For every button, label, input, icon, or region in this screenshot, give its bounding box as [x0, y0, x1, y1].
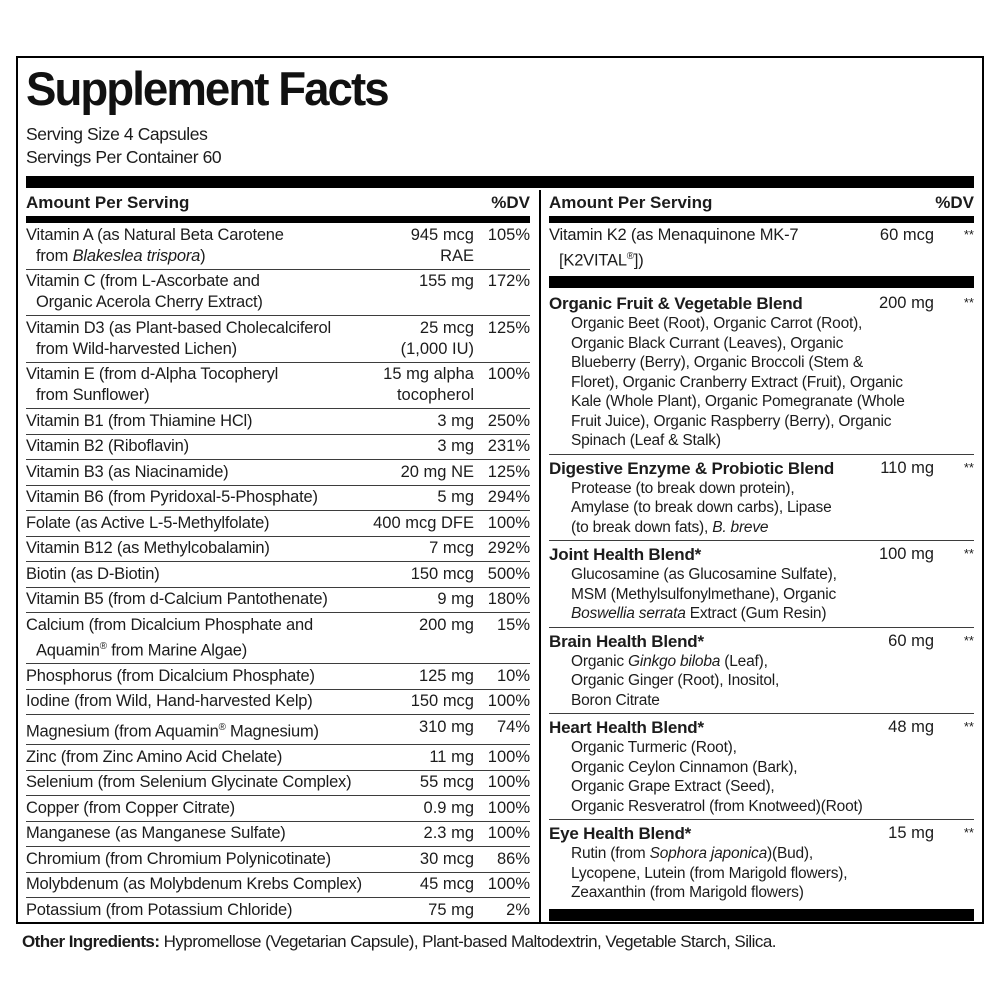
nutrient-name-line: Organic Acerola Cherry Extract): [36, 293, 263, 311]
nutrient-name-line: [K2VITAL®]): [559, 250, 644, 269]
amount-line: RAE: [440, 246, 474, 265]
nutrient-amount: [375, 364, 474, 406]
nutrient-name-line: Vitamin K2 (as Menaquinone MK-7: [549, 225, 799, 244]
nutrient-name-line: Biotin (as D-Biotin): [26, 564, 160, 583]
nutrient-row: [26, 269, 530, 316]
nutrient-dv: 172%: [487, 272, 530, 290]
blend-ingredient-line: Spinach (Leaf & Stalk): [571, 432, 721, 449]
nutrient-dv: 100%: [487, 875, 530, 893]
nutrient-name-line: Vitamin B1 (from Thiamine HCl): [26, 411, 253, 430]
right-column-header: [549, 190, 974, 216]
blend-ingredient-line: Organic Beet (Root), Organic Carrot (Root),: [571, 315, 863, 332]
amount-line: 75 mg: [428, 900, 474, 919]
blend-amount: 100 mg: [878, 545, 934, 563]
blend-header: [549, 458, 974, 479]
amount-line: 7 mcg: [429, 539, 474, 557]
blend-dv: **: [963, 632, 974, 648]
nutrient-name: [26, 691, 403, 712]
nutrient-name-line: from Wild-harvested Lichen): [36, 339, 237, 358]
nutrient-dv: 231%: [487, 437, 530, 455]
nutrient-dv: 125%: [487, 462, 530, 481]
blend-section: [549, 713, 974, 819]
latin-name: Sophora japonica: [649, 845, 768, 862]
amount-per-serving-label: Amount Per Serving: [549, 193, 713, 212]
blend-name: Joint Health Blend*: [549, 545, 702, 564]
serving-info: [26, 123, 974, 169]
registered-mark: ®: [626, 250, 634, 262]
nutrient-dv: 250%: [487, 411, 530, 430]
blend-ingredient-line: (to break down fats), B. breve: [571, 518, 769, 536]
nutrient-amount: [411, 666, 474, 687]
nutrient-name: [26, 364, 375, 406]
nutrient-name: [26, 513, 365, 534]
nutrient-dv: 100%: [487, 692, 530, 710]
nutrient-name: [26, 772, 412, 793]
nutrient-dv: 10%: [496, 666, 530, 685]
nutrient-row: [26, 612, 530, 663]
nutrient-name-line: Phosphorus (from Dicalcium Phosphate): [26, 666, 315, 685]
blend-amount: 48 mg: [888, 718, 934, 736]
blend-dv: **: [963, 825, 974, 840]
nutrient-row: [26, 872, 530, 898]
serving-size: Serving Size 4 Capsules: [26, 124, 208, 144]
nutrient-dv: 100%: [487, 798, 530, 817]
nutrient-amount: [411, 615, 474, 636]
nutrient-row: [26, 408, 530, 434]
blend-section: [549, 290, 974, 454]
blend-ingredients: [571, 652, 974, 711]
nutrient-row: [26, 744, 530, 770]
nutrient-amount: [429, 411, 474, 432]
nutrient-name-line: Aquamin® from Marine Algae): [36, 640, 247, 659]
latin-name: B. breve: [712, 518, 769, 536]
amount-line: 5 mg: [437, 488, 474, 506]
blend-name: Organic Fruit & Vegetable Blend: [549, 294, 803, 313]
blend-amount: 15 mg: [888, 824, 934, 842]
nutrient-dv: 294%: [487, 488, 530, 506]
nutrient-name-line: Chromium (from Chromium Polynicotinate): [26, 849, 331, 868]
nutrient-name-line: Molybdenum (as Molybdenum Krebs Complex): [26, 875, 362, 893]
nutrient-row: [26, 510, 530, 536]
latin-name: Boswellia serrata: [571, 605, 686, 622]
amount-line: 60 mcg: [879, 225, 934, 244]
blend-section: [549, 819, 974, 906]
nutrient-row: [26, 714, 530, 744]
nutrient-name-line: Vitamin C (from L-Ascorbate and: [26, 272, 260, 290]
amount-line: 3 mg: [437, 411, 474, 430]
amount-line: 30 mcg: [419, 849, 474, 868]
blend-section-bar: [549, 276, 974, 288]
nutrient-amount: [416, 798, 474, 819]
nutrient-dv: 500%: [487, 564, 530, 583]
nutrient-name: [26, 487, 429, 508]
amount-line: 3 mg: [437, 437, 474, 455]
nutrient-row: [26, 846, 530, 872]
dv-label: %DV: [935, 193, 974, 212]
amount-line: tocopherol: [396, 386, 474, 404]
nutrient-name-line: Zinc (from Zinc Amino Acid Chelate): [26, 747, 283, 766]
nutrient-amount: [412, 849, 474, 870]
amount-line: 150 mcg: [410, 692, 474, 710]
blend-ingredient-line: Floret), Organic Cranberry Extract (Fruit), Organic: [571, 373, 903, 391]
amount-line: 55 mcg: [419, 773, 474, 791]
latin-name: Ginkgo biloba: [627, 652, 721, 670]
supplement-facts-panel: [16, 56, 984, 924]
nutrient-row: [26, 459, 530, 485]
nutrient-name: [26, 225, 403, 267]
nutrient-amount: [420, 900, 474, 921]
amount-line: 310 mg: [418, 717, 474, 736]
nutrient-dv: 100%: [487, 747, 530, 766]
amount-line: 25 mcg: [419, 318, 474, 337]
nutrient-amount: [411, 717, 474, 738]
blend-ingredients: [571, 314, 974, 451]
nutrient-name-line: Vitamin B12 (as Methylcobalamin): [26, 539, 270, 557]
blend-ingredient-line: Organic Ginger (Root), Inositol,: [571, 672, 780, 689]
footnote-bar: [549, 909, 974, 921]
nutrient-name-line: Magnesium (from Aquamin® Magnesium): [26, 721, 319, 740]
nutrient-dv: 100%: [487, 513, 530, 532]
blend-dv: **: [963, 719, 974, 734]
nutrient-name-line: from Blakeslea trispora): [36, 246, 206, 265]
latin-name: Blakeslea trispora: [72, 246, 201, 265]
blend-header: [549, 823, 974, 844]
blend-ingredient-line: Glucosamine (as Glucosamine Sulfate),: [571, 566, 837, 583]
nutrient-row: [26, 536, 530, 562]
amount-line: 150 mcg: [410, 564, 474, 583]
nutrient-dv: 180%: [487, 590, 530, 608]
blend-dv: **: [963, 546, 974, 561]
left-header-bar: [26, 216, 530, 223]
registered-mark: ®: [218, 721, 226, 733]
facts-columns: [26, 190, 974, 924]
nutrient-amount: [421, 538, 474, 559]
amount-line: 9 mg: [437, 590, 474, 608]
nutrient-name-line: Potassium (from Potassium Chloride): [26, 900, 293, 919]
blend-ingredients: [571, 844, 974, 903]
nutrient-amount: [411, 271, 474, 292]
nutrient-dv: 105%: [487, 225, 530, 244]
registered-mark: ®: [99, 640, 107, 652]
nutrient-name: [26, 436, 429, 457]
nutrient-name-line: Vitamin E (from d-Alpha Tocopheryl: [26, 365, 279, 383]
left-column: [26, 190, 539, 924]
nutrient-amount: [872, 225, 934, 246]
nutrient-amount: [429, 436, 474, 457]
nutrient-amount: [365, 513, 474, 534]
nutrient-name: [26, 900, 420, 921]
amount-line: 125 mg: [418, 666, 474, 685]
nutrient-dv: 74%: [496, 717, 530, 736]
blend-header: [549, 544, 974, 565]
blend-dv: **: [963, 459, 974, 475]
nutrient-name: [549, 225, 872, 272]
nutrient-dv: 100%: [487, 365, 530, 383]
nutrient-dv: 86%: [496, 849, 530, 868]
blend-section: [549, 540, 974, 627]
blend-ingredients: [571, 565, 974, 624]
blend-ingredient-line: Boron Citrate: [571, 691, 660, 709]
blend-ingredient-line: Organic Ginkgo biloba (Leaf),: [571, 652, 768, 670]
nutrient-name-line: Vitamin B3 (as Niacinamide): [26, 462, 229, 481]
amount-line: 45 mcg: [419, 875, 474, 893]
nutrient-dv: **: [963, 226, 974, 242]
nutrient-name-line: Copper (from Copper Citrate): [26, 798, 235, 817]
nutrient-name: [26, 538, 421, 559]
blend-ingredients: [571, 738, 974, 816]
nutrient-dv: 125%: [487, 318, 530, 337]
nutrient-name-line: Calcium (from Dicalcium Phosphate and: [26, 615, 313, 634]
nutrient-name: [26, 798, 416, 819]
nutrient-amount: [421, 747, 474, 768]
blend-ingredient-line: Kale (Whole Plant), Organic Pomegranate (Whole: [571, 393, 905, 410]
nutrient-name: [26, 411, 429, 432]
nutrient-name: [26, 747, 421, 768]
nutrient-row: [26, 587, 530, 613]
nutrient-amount: [403, 564, 474, 585]
right-column: [541, 190, 974, 924]
nutrient-name: [26, 849, 412, 870]
dv-footnote: [549, 923, 974, 925]
blend-ingredient-line: Boswellia serrata Extract (Gum Resin): [571, 605, 827, 622]
other-ingredients-label: Other Ingredients:: [22, 932, 160, 951]
blend-ingredient-line: Organic Ceylon Cinnamon (Bark),: [571, 758, 798, 776]
amount-line: 20 mg NE: [400, 462, 474, 481]
top-divider-bar: [26, 176, 974, 188]
blend-ingredient-line: Fruit Juice), Organic Raspberry (Berry), Organic: [571, 412, 892, 430]
left-nutrient-rows: [26, 223, 530, 923]
nutrient-amount: [416, 823, 474, 844]
nutrient-row: [26, 663, 530, 689]
blend-name: Brain Health Blend*: [549, 631, 704, 651]
nutrient-name-line: Vitamin A (as Natural Beta Carotene: [26, 225, 284, 244]
nutrient-name: [26, 823, 416, 844]
blend-header: [549, 717, 974, 738]
nutrient-amount: [412, 772, 474, 793]
nutrient-row: [26, 434, 530, 460]
nutrient-name: [26, 462, 393, 483]
blend-ingredient-line: Organic Resveratrol (from Knotweed)(Root): [571, 797, 863, 815]
nutrient-name-line: Vitamin D3 (as Plant-based Cholecalciferol: [26, 318, 331, 337]
blend-ingredient-line: Protease (to break down protein),: [571, 479, 795, 497]
servings-per-container: Servings Per Container 60: [26, 147, 222, 167]
left-column-header: [26, 190, 530, 216]
nutrient-row: [26, 689, 530, 715]
amount-line: 15 mg alpha: [383, 365, 474, 383]
amount-per-serving-label: Amount Per Serving: [26, 193, 190, 212]
nutrient-row: [26, 821, 530, 847]
blend-section: [549, 454, 974, 541]
blend-ingredient-line: Zeaxanthin (from Marigold flowers): [571, 884, 804, 901]
nutrient-row: [549, 223, 974, 273]
blend-ingredient-line: Organic Grape Extract (Seed),: [571, 778, 775, 795]
footnote-wrap: [549, 906, 974, 925]
nutrient-amount: [393, 318, 474, 360]
blend-header: [549, 631, 974, 652]
blend-ingredients: [571, 479, 974, 538]
amount-line: 200 mg: [418, 615, 474, 634]
right-header-bar: [549, 216, 974, 223]
nutrient-row: [26, 223, 530, 269]
amount-line: (1,000 IU): [400, 339, 474, 358]
blend-section: [549, 627, 974, 714]
nutrient-name: [26, 874, 412, 895]
nutrient-name: [26, 271, 411, 313]
blend-amount: 60 mg: [888, 631, 934, 650]
blend-amount: 110 mg: [880, 458, 934, 477]
nutrient-name-line: Vitamin B6 (from Pyridoxal-5-Phosphate): [26, 488, 318, 506]
other-ingredients: [22, 931, 982, 953]
nutrient-row: [26, 315, 530, 362]
blend-amount: 200 mg: [878, 294, 934, 312]
amount-line: 155 mg: [418, 272, 474, 290]
nutrient-dv: 2%: [506, 900, 530, 919]
blend-header: [549, 293, 974, 314]
blend-list: [549, 290, 974, 906]
blend-ingredient-line: Lycopene, Lutein (from Marigold flowers),: [571, 864, 848, 882]
panel-title: Supplement Facts: [26, 62, 388, 115]
nutrient-row: [26, 770, 530, 796]
nutrient-amount: [403, 691, 474, 712]
nutrient-name-line: Vitamin B2 (Riboflavin): [26, 437, 189, 455]
nutrient-dv: 100%: [487, 773, 530, 791]
nutrient-name-line: Vitamin B5 (from d-Calcium Pantothenate): [26, 590, 328, 608]
nutrient-name: [26, 717, 411, 743]
amount-line: 2.3 mg: [423, 824, 474, 842]
nutrient-amount: [412, 874, 474, 895]
nutrient-name: [26, 589, 429, 610]
nutrient-dv: 292%: [487, 539, 530, 557]
nutrient-name-line: Selenium (from Selenium Glycinate Complex): [26, 773, 352, 791]
blend-ingredient-line: Organic Black Currant (Leaves), Organic: [571, 334, 844, 352]
blend-ingredient-line: Rutin (from Sophora japonica)(Bud),: [571, 845, 813, 862]
amount-line: 0.9 mg: [423, 798, 474, 817]
nutrient-amount: [429, 487, 474, 508]
blend-name: Heart Health Blend*: [549, 718, 704, 737]
nutrient-row: [26, 897, 530, 923]
nutrient-dv: 100%: [487, 824, 530, 842]
nutrient-name: [26, 564, 403, 585]
nutrient-name-line: from Sunflower): [36, 386, 150, 404]
nutrient-amount: [393, 462, 474, 483]
left-bottom-bar: [26, 923, 530, 925]
nutrient-name-line: Iodine (from Wild, Hand-harvested Kelp): [26, 692, 313, 710]
nutrient-name-line: Folate (as Active L-5-Methylfolate): [26, 513, 270, 532]
blend-ingredient-line: Blueberry (Berry), Organic Broccoli (Stem &: [571, 354, 864, 371]
nutrient-row: [26, 362, 530, 409]
other-ingredients-text: Hypromellose (Vegetarian Capsule), Plant-based Maltodextrin, Vegetable Starch, Silica.: [159, 932, 776, 951]
nutrient-name: [26, 666, 411, 687]
blend-ingredient-line: Amylase (to break down carbs), Lipase: [571, 499, 832, 516]
nutrient-amount: [429, 589, 474, 610]
blend-name: Eye Health Blend*: [549, 824, 692, 843]
nutrient-row: [26, 561, 530, 587]
nutrient-row: [26, 485, 530, 511]
blend-ingredient-line: MSM (Methylsulfonylmethane), Organic: [571, 585, 837, 603]
nutrient-row: [26, 795, 530, 821]
nutrient-name-line: Manganese (as Manganese Sulfate): [26, 824, 286, 842]
nutrient-name: [26, 615, 411, 662]
amount-line: 11 mg: [429, 747, 474, 766]
vitamin-k2-row: [549, 223, 974, 273]
amount-line: 400 mcg DFE: [373, 513, 474, 532]
blend-name: Digestive Enzyme & Probiotic Blend: [549, 458, 835, 478]
nutrient-amount: [403, 225, 474, 267]
blend-dv: **: [963, 295, 974, 310]
nutrient-name: [26, 318, 393, 360]
dv-label: %DV: [491, 193, 530, 212]
blend-ingredient-line: Organic Turmeric (Root),: [571, 739, 737, 756]
amount-line: 945 mcg: [410, 225, 474, 244]
nutrient-dv: 15%: [496, 615, 530, 634]
